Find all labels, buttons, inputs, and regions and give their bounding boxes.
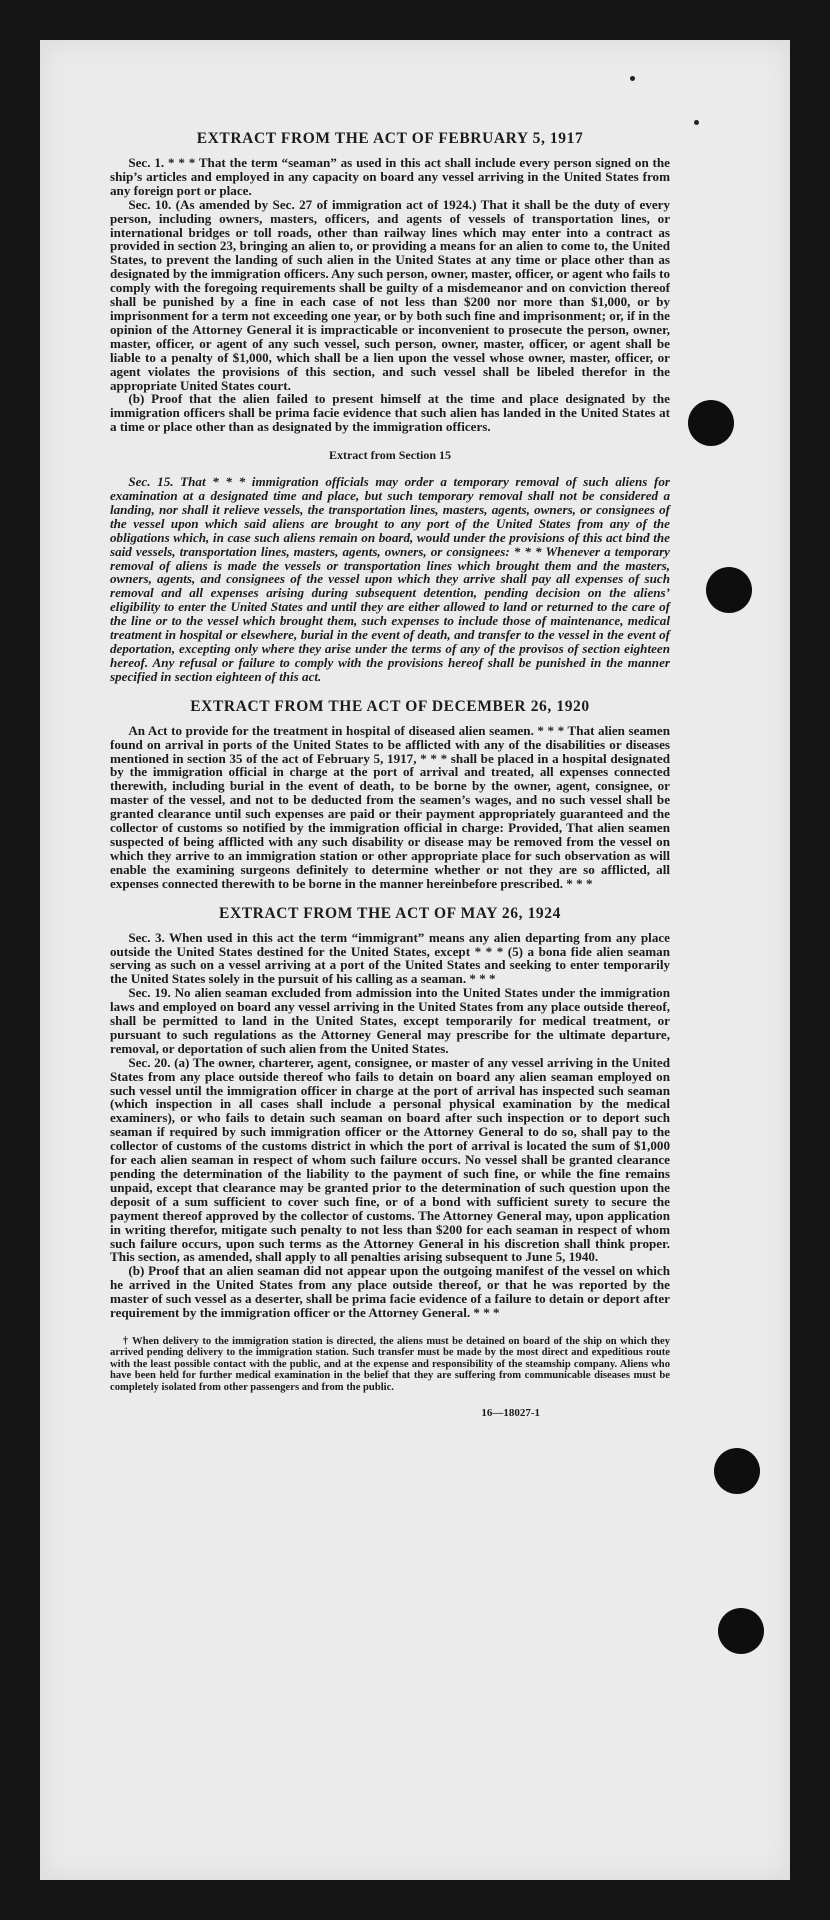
subtitle-section-15: Extract from Section 15 xyxy=(328,448,452,463)
footnote-text: † When delivery to the immigration station is directed, the aliens must be detained on board of the ship on which they arrived pending delivery to the immigration station. Such transfer must be made by the most direct and expeditious route with the least possible contact with the public, and at the expense and responsibility of the steamship company. Aliens who have been held for further medical examination in the belief that they are suffering from communicable diseases must be completely isolated from other passengers and from the public. xyxy=(110,1335,670,1393)
punch-hole xyxy=(688,400,734,446)
section-title-1917: EXTRACT FROM THE ACT OF FEBRUARY 5, 1917 xyxy=(196,130,584,147)
section-title-1920: EXTRACT FROM THE ACT OF DECEMBER 26, 1920 xyxy=(190,697,590,715)
punch-hole xyxy=(718,1608,764,1654)
paragraph-act-1920: An Act to provide for the treatment in hospital of diseased alien seamen. * * * That alien seamen found on arrival in ports of the United States to be afflicted with any of the disabilities or diseases mentioned in section 35 of the act of February 5, 1917, * * * shall be placed in a hospital designated by the immigration official in charge at the port of arrival and treated, all expenses connected therewith, including burial in the event of death, to be borne by the owner, agent, consignee, or master of the vessel, and not to be deducted from the seamen’s wages, and no such vessel shall be granted clearance until such expenses are paid or their payment appropriately guaranteed and the collector of customs so notified by the immigration official in charge: Provided, That alien seamen suspected of being afflicted with any such disability or disease may be removed from the vessel on which they arrive to an immigration station or other appropriate place for such observation as will enable the examining surgeons definitely to determine whether or not they are so afflicted, all expenses connected therewith to be borne in the manner hereinbefore prescribed. * * * xyxy=(110,722,670,891)
page-edge-notch xyxy=(824,830,830,900)
punch-hole xyxy=(706,567,752,613)
document-number: 16—18027-1 xyxy=(481,1407,540,1419)
paragraph-sec-1: Sec. 1. * * * That the term “seaman” as used in this act shall include every person signed on the ship’s articles and employed in any capacity on board any vessel arriving in the United States from any foreign port or place. xyxy=(110,155,670,198)
section-title-1924: EXTRACT FROM THE ACT OF MAY 26, 1924 xyxy=(219,904,561,922)
paragraph-sec-15: Sec. 15. That * * * immigration officials may order a temporary removal of such aliens for examination at a designated time and place, but such temporary removal shall not be considered a landing, nor shall it relieve vessels, the transportation lines, masters, agents, owners, or consignees of the vessel upon which said aliens are brought to any port of the United States from any of the obligations which, in case such aliens remain on board, would under the provisions of this act bind the said vessels, transportation lines, masters, agents, owners, or consignees: * * * Whenever a temporary removal of aliens is made the vessels or transportation lines which brought them and the masters, owners, agents, and consignees of the vessel upon which they arrive shall pay all expenses of such removal and all expenses arising during subsequent detention, pending decision on the aliens’ eligibility to enter the United States and until they are either allowed to land or returned to the care of the line or to the vessel which brought them, such expenses to include those of maintenance, medical treatment in hospital or elsewhere, burial in the event of death, and transfer to the vessel in the event of deportation, excepting only where they arise under the terms of any of the provisos of section eighteen hereof. Any refusal or failure to comply with the provisions hereof shall be punished in the manner specified in section eighteen of this act. xyxy=(110,474,670,684)
paragraph-sec-3: Sec. 3. When used in this act the term “immigrant” means any alien departing from any place outside the United States destined for the United States, except * * * (5) a bona fide alien seaman serving as such on a vessel arriving at a port of the United States and seeking to enter temporarily the United States solely in the pursuit of his calling as a seaman. * * * xyxy=(110,929,670,987)
paragraph-sec-10: Sec. 10. (As amended by Sec. 27 of immigration act of 1924.) That it shall be the duty of every person, including owners, masters, officers, and agents of vessels of transportation lines, or international bridges or toll roads, other than railway lines which may enter into a contract as provided in section 23, bringing an alien to, or providing a means for an alien to come to, the United States, to prevent the landing of such alien in the United States at any time or place other than as designated by the immigration officers. Any such person, owner, master, officer, or agent who fails to comply with the foregoing requirements shall be guilty of a misdemeanor and on conviction thereof shall be punished by a fine in each case of not less than $200 nor more than $1,000, or by imprisonment for a term not exceeding one year, or by both such fine and imprisonment; or, if in the opinion of the Attorney General it is impracticable or inconvenient to prosecute the person, owner, master, officer, or agent of any such vessel, such person, owner, master, officer, or agent shall be liable to a penalty of $1,000, which shall be a lien upon the vessel whose owner, master, officer, or agent violates the provisions of this section, and such vessel shall be libeled therefor in the appropriate United States court. xyxy=(110,196,670,393)
paragraph-sec-19: Sec. 19. No alien seaman excluded from admission into the United States under the immigration laws and employed on board any vessel arriving in the United States from any place outside thereof, shall be permitted to land in the United States, except temporarily for medical treatment, or pursuant to such regulations as the Attorney General may prescribe for the ultimate departure, removal, or deportation of such alien from the United States. xyxy=(110,985,670,1056)
paragraph-sec-10-b: (b) Proof that the alien failed to present himself at the time and place designated by the immigration officers shall be prima facie evidence that such alien has landed in the United States at a time or place other than as designated by the immigration officers. xyxy=(110,391,670,435)
paragraph-sec-20-b: (b) Proof that an alien seaman did not appear upon the outgoing manifest of the vessel on which he arrived in the United States from any place outside thereof, or that he was reported by the master of such vessel as a deserter, shall be prima facie evidence of a failure to detain or deport after requirement by the immigration officer or the Attorney General. * * * xyxy=(110,1263,670,1321)
punch-hole xyxy=(714,1448,760,1494)
speck xyxy=(630,76,635,81)
paragraph-sec-20-a: Sec. 20. (a) The owner, charterer, agent, consignee, or master of any vessel arriving in the United States from any place outside thereof who fails to detain on board any alien seaman employed on such vessel until the immigration officer in charge at the port of arrival has inspected such seaman (which inspection in all cases shall include a personal physical examination by the medical examiners), or who fails to detain such seaman on board after such inspection or to deport such seaman if required by such immigration officer or the Attorney General to do so, shall pay to the collector of customs of the customs district in which the port of arrival is located the sum of $1,000 for each alien seaman in respect of whom such failure occurs. No vessel shall be granted clearance pending the determination of the liability to the payment of such fine, or while the fine remains unpaid, except that clearance may be granted prior to the determination of such question upon the deposit of a sum sufficient to cover such fine, or of a bond with sufficient surety to secure the payment thereof approved by the collector of customs. The Attorney General may, upon application in writing therefor, mitigate such penalty to not less than $200 for each seaman in respect of whom such failure occurs, upon such terms as the Attorney General in his discretion shall think proper. This section, as amended, shall apply to all penalties arising subsequent to June 5, 1940. xyxy=(110,1054,670,1265)
document-page xyxy=(40,40,790,1880)
document-body xyxy=(110,130,670,1419)
speck xyxy=(694,120,699,125)
footnote xyxy=(110,1336,670,1393)
